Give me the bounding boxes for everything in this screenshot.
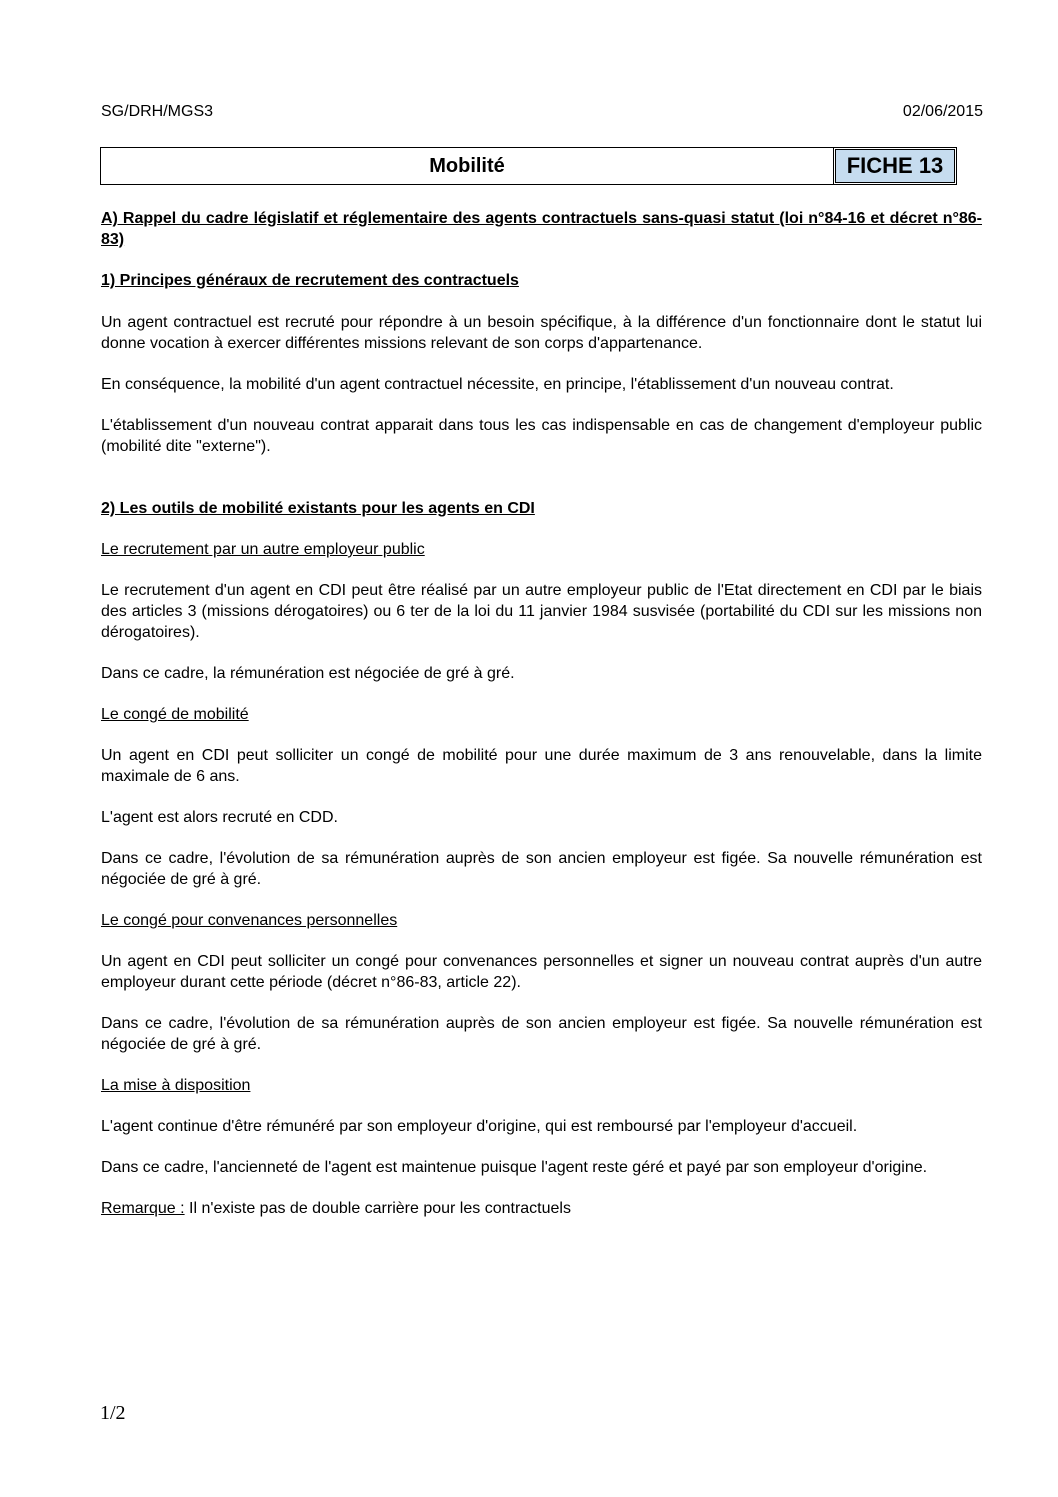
subsection-paragraph: Dans ce cadre, la rémunération est négociée de gré à gré. [101,665,515,682]
subsection-paragraph: L'agent est alors recruté en CDD. [101,809,338,826]
page-number: 1/2 [100,1402,126,1424]
remark-label: Remarque : [101,1200,185,1217]
subsection-paragraph: Le recrutement d'un agent en CDI peut être réalisé par un autre employeur public de l'Etat directement en CDI par le biais des articles 3 (missions dérogatoires) ou 6 ter de la loi du 11 janvier 1984 susvisée (portabilité du CDI sur les missions non dérogatoires). [101,582,982,641]
document-reference: SG/DRH/MGS3 [101,103,214,120]
section-1-paragraph: L'établissement d'un nouveau contrat apparait dans tous les cas indispensable en cas de changement d'employeur public (mobilité dite "externe"). [101,417,982,455]
remark [101,1198,982,1219]
subsection-paragraph: Dans ce cadre, l'évolution de sa rémunération auprès de son ancien employeur est figée. Sa nouvelle rémunération est négociée de gré à gré. [101,850,982,888]
document-date: 02/06/2015 [902,103,983,120]
subsection-title: La mise à disposition [101,1077,251,1094]
page-title: Mobilité [101,148,834,184]
subsection-paragraph: Un agent en CDI peut solliciter un congé de mobilité pour une durée maximum de 3 ans renouvelable, dans la limite maximale de 6 ans. [101,747,982,785]
subsection-paragraph: L'agent continue d'être rémunéré par son employeur d'origine, qui est remboursé par l'employeur d'accueil. [101,1118,858,1135]
subsection-paragraph: Dans ce cadre, l'évolution de sa rémunération auprès de son ancien employeur est figée. Sa nouvelle rémunération est négociée de gré à gré. [101,1015,982,1053]
subsection-title: Le recrutement par un autre employeur public [101,541,425,558]
fiche-number: FICHE 13 [835,149,955,183]
remark-text: Il n'existe pas de double carrière pour les contractuels [184,1200,571,1217]
section-a-title: A) Rappel du cadre législatif et réglementaire des agents contractuels sans-quasi statut (loi n°84-16 et décret n°86-83) [101,210,982,248]
section-2-title: 2) Les outils de mobilité existants pour les agents en CDI [101,500,535,517]
subsection-paragraph: Un agent en CDI peut solliciter un congé pour convenances personnelles et signer un nouveau contrat auprès d'un autre employeur durant cette période (décret n°86-83, article 22). [101,953,982,991]
title-box [100,147,957,185]
subsection-title: Le congé pour convenances personnelles [101,912,398,929]
section-1-title: 1) Principes généraux de recrutement des contractuels [101,272,519,289]
document-body [101,208,982,1219]
section-1-paragraph: En conséquence, la mobilité d'un agent contractuel nécessite, en principe, l'établissement d'un nouveau contrat. [101,376,894,393]
section-1-paragraph: Un agent contractuel est recruté pour répondre à un besoin spécifique, à la différence d'un fonctionnaire dont le statut lui donne vocation à exercer différentes missions relevant de son corps d'appartenance. [101,314,982,352]
subsection-paragraph: Dans ce cadre, l'ancienneté de l'agent est maintenue puisque l'agent reste géré et payé par son employeur d'origine. [101,1159,928,1176]
subsection-title: Le congé de mobilité [101,706,249,723]
